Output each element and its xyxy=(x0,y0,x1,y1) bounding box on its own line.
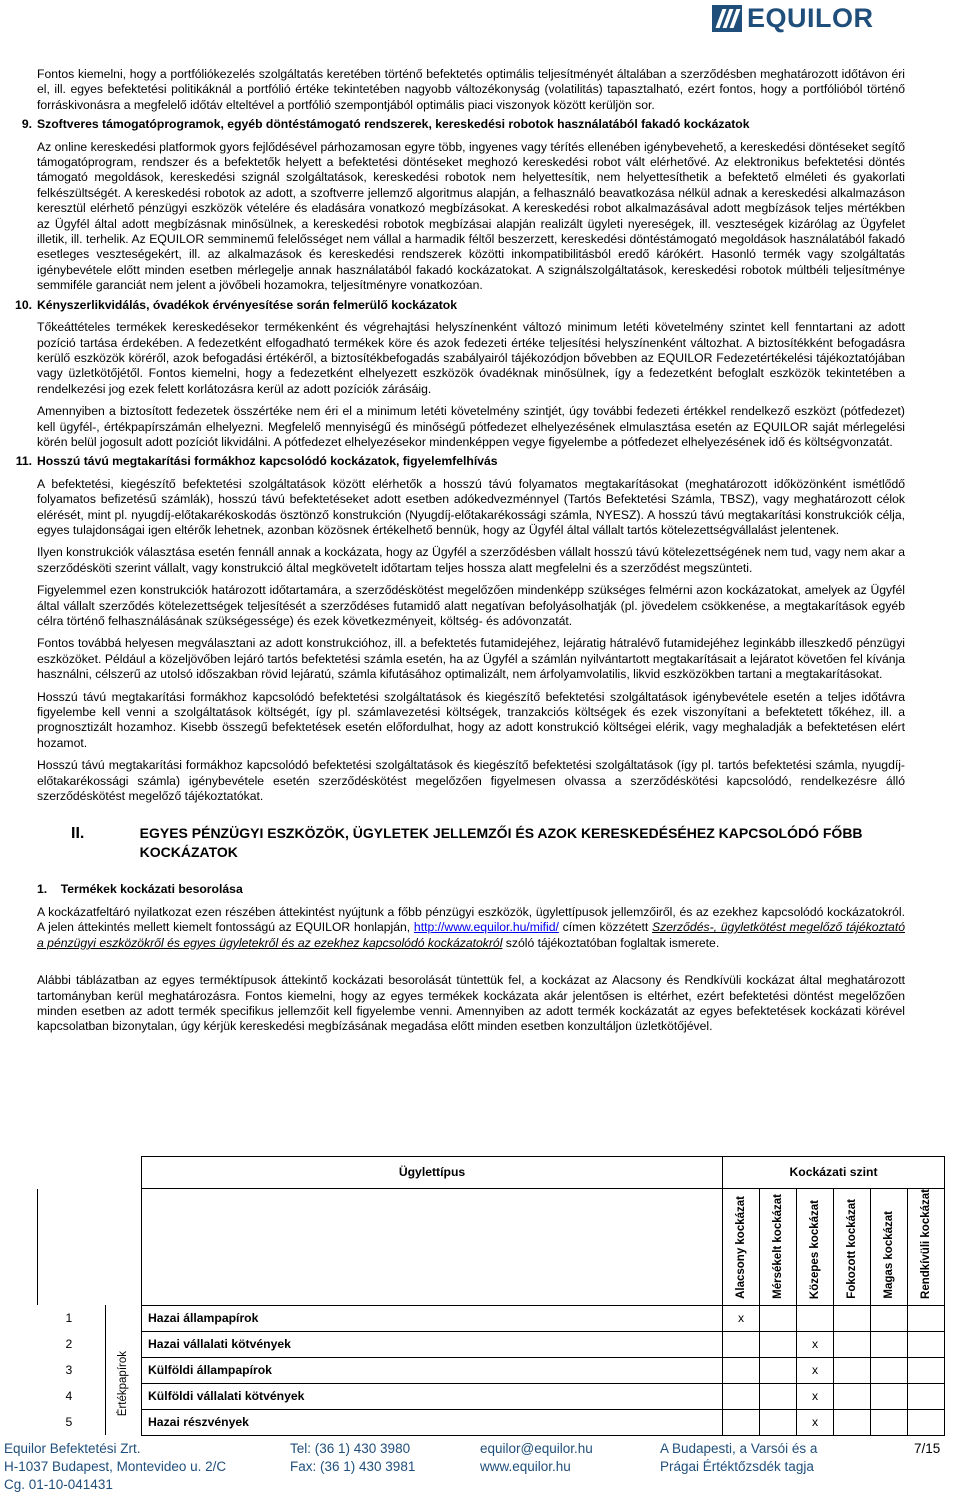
section-number: 11. xyxy=(15,454,32,469)
section-paragraph: Hosszú távú megtakarítási formákhoz kapcsolódó befektetési szolgáltatások és kiegészítő befektetési szolgáltatások (így pl. tartós befektetési számla, nyugdíj-előtakarékossági számla) igénybevétele esetén szerződéskötést megelőzően figyelmesen olvassa a szerződéskötési kapcsolódó, rendelkezésre álló szerződéskötést megelőző tájékoztatókat. xyxy=(37,758,905,804)
product-name: Hazai állampapírok xyxy=(142,1305,723,1331)
footer-fax: Fax: (36 1) 430 3981 xyxy=(290,1459,416,1474)
risk-cell xyxy=(723,1357,760,1383)
footer-email[interactable]: equilor@equilor.hu xyxy=(480,1441,593,1456)
risk-cell: x xyxy=(797,1409,834,1435)
footer-membership: A Budapesti, a Varsói és a xyxy=(660,1441,818,1456)
part-number: II. xyxy=(71,825,85,843)
product-name: Hazai részvények xyxy=(142,1409,723,1435)
risk-cell xyxy=(797,1305,834,1331)
risk-level-label: Magas kockázat xyxy=(882,1211,895,1299)
section-paragraph: Fontos továbbá helyesen megválasztani az adott konstrukcióhoz, ill. a befektetés futamidejéhez, lejáratig hátralévő futamidejéhez leginkább illeszkedő pénzügyi eszközöket. Például a közeljövőben lejáró tartós befektetési számla esetén, ha az Ügyfél a számlán nyilvántartott megtakarításait a lejáratot követően fel kívánja használni, célszerű az utolsó időszakban rövid lejáratú, számla kifutásához optimalizált, nem árfolyamvolatilis, likvid eszközökben tartani a megtakarításokat. xyxy=(37,636,905,682)
section-number: 10. xyxy=(15,297,32,312)
risk-cell xyxy=(908,1357,945,1383)
risk-cell xyxy=(871,1383,908,1409)
row-number: 2 xyxy=(38,1331,106,1357)
subsection-paragraph: Alábbi táblázatban az egyes terméktípusok áttekintő kockázati besorolását tüntettük fel, a kockázat az Alacsony és Rendkívüli kockázat által meghatározott tartományban kerül meghatározásra. Fontos kiemelni, hogy az egyes termékek kockázata akár jelentősen is eltérhet, ezért befektetési döntést megelőzően minden esetben az adott termék specifikus jellemzőit kell figyelembe venni. Amennyiben az adott termék kockázatát az egyes befektetések kockázati körével kapcsolatban bizonytalan, úgy kérjük kereskedési megbízásának megadása előtt minden esetben konzultáljon üzletkötőjével. xyxy=(37,973,905,1034)
risk-level-label: Közepes kockázat xyxy=(808,1199,821,1299)
table-row xyxy=(38,1383,945,1409)
risk-cell xyxy=(760,1357,797,1383)
risk-level-label: Rendkívüli kockázat xyxy=(919,1189,932,1299)
section-paragraph: Figyelemmel ezen konstrukciók határozott időtartamára, a szerződéskötést megelőzően mindenképp szükséges felmérni azon kockázatokat, amelyek az Ügyfél által vállalt szerződés kötelezettségek teljesítését a szerződéses futamidő alatt negatívan befolyásolhatják (pl. jövedelem csökkenése, a megtakarítások egyéb célra történő felhasználásának szükségessége) és ezek következményeit, költség- és adóvonzatát. xyxy=(37,583,905,628)
risk-table xyxy=(37,1156,945,1436)
risk-cell xyxy=(834,1409,871,1435)
footer-address: H-1037 Budapest, Montevideo u. 2/C xyxy=(4,1459,227,1474)
section-paragraph: Hosszú távú megtakarítási formákhoz kapcsolódó befektetési szolgáltatások és kiegészítő befektetési szolgáltatások igénybevétele esetén a teljes időtávra figyelembe kell venni a szolgáltatások költségét, így pl. számlavezetési költségek, tranzakciós költségek és ezek viszonyítani a befektetett tőkéhez, ill. a prognosztizált hozamhoz. Kisebb összegű befektetések esetén előfordulhat, hogy az adott konstrukció költségei elérik, vagy meghaladják a befektetésen elért hozamot. xyxy=(37,689,905,750)
section-paragraph: A befektetési, kiegészítő befektetési szolgáltatások között elérhetők a hosszú távú folyamatos megtakarításokat (meghatározott időközönként ismétlődő folyamatos befizetésű számlák), hosszú távú befektetéseket adott esetben adókedvezménnyel (Tartós Befektetési Számla, TBSZ), vagy meghatározott célok elérését, mint pl. nyugdíj-előtakarékoskodás ösztönző konstrukción (Nyugdíj-előtakarékossági számla, NYESZ). A hosszú távú megtakarítási konstrukciók célja, egyes tulajdonságai igen eltérők lehetnek, azonban közösnek értékelhető bennük, hogy az Ügyfél által vállalt tartós kötelezettségvállalást jelentenek. xyxy=(37,476,905,537)
risk-level-header xyxy=(834,1189,871,1306)
section-paragraph: Ilyen konstrukciók választása esetén fennáll annak a kockázata, hogy az Ügyfél a szerződésben vállalt hosszú távú kötelezettségének nem tud, vagy nem akar a szerződésköti szerint vállalt, vagy konstrukció által megkövetelt időtartam teljes hossza alatt megfelelni és a szerződést megszünteti. xyxy=(37,545,905,575)
section-paragraph: Amennyiben a biztosított fedezetek összértéke nem éri el a minimum letéti követelmény szintjét, úgy további fedezeti értékkel rendelkező eszközt (pótfedezet) kell ügyfél-, értékpapírszámán elhelyezni. Megfelelő mennyiségű és minőségű pótfedezet elhelyezésének elmulasztása esetén az EQUILOR saját mérlegelési körén belül jogosult adott pozíciót likvidálni. A pótfedezet elhelyezésekor mindenképpen vegye figyelembe a pótfedezet elhelyezésének idő és költségvonzatát. xyxy=(37,404,905,449)
document-body xyxy=(15,67,905,1035)
risk-cell xyxy=(723,1331,760,1357)
risk-cell xyxy=(871,1331,908,1357)
footer-registration: Cg. 01-10-041431 xyxy=(4,1477,113,1492)
risk-cell xyxy=(908,1409,945,1435)
section-title: Kényszerlikvidálás, óvadékok érvényesítése során felmerülő kockázatok xyxy=(37,297,458,312)
group-label: Értékpapírok xyxy=(117,1350,129,1417)
risk-cell xyxy=(908,1383,945,1409)
risk-cell xyxy=(871,1305,908,1331)
risk-cell xyxy=(760,1331,797,1357)
subsection-title: 1. Termékek kockázati besorolása xyxy=(37,882,243,897)
table-row xyxy=(38,1357,945,1383)
footer-membership: Prágai Értéktőzsdék tagja xyxy=(660,1459,814,1474)
section-paragraph: Az online kereskedési platformok gyors fejlődésével párhozamosan egyre több, ingyenes vagy térítés ellenében igénybevehető, a kereskedési döntéseket segítő támogatóprogram, rendszer és a befektetők helyett a befektetési döntéseket meghozó kereskedési robot vált elérhetővé. Az elektronikus befektetési döntés támogató megoldások, kereskedési szignál szolgáltatások, kereskedési robotok nem helyettesítik, nem helyettesíthetik a befektető elméleti és gyakorlati felkészültségét. A kereskedési robotok az adott, a szoftverre jellemző algoritmus alapján, a felhasználó beavatkozása nélkül adnak a kereskedési alkalmazáson keresztül elérhető pénzügyi eszközök vételére és eladására vonatkozó megbízásokat. A kereskedési robot alkalmazásával adott megbízások teljes mértékben az Ügyfél által adott megbízásnak minősülnek, a kereskedési robotok megbízásai alapján realizált ügyleti nyereségek, ill. veszteségek kizárólag az Ügyfelet illetik, ill. terhelik. Az EQUILOR semminemű felelősséget nem vállal a harmadik féltől beszerzett, kereskedési döntéstámogató megoldások használatából fakadó esetleges veszteségekért, ill. az alkalmazások és kereskedési rendszerek közötti inkompatibilitásból eredő kárókért. Hasonló termék vagy szolgáltatás igénybevétele előtt minden esetben mérlegelje annak használatából fakadó kockázatokat. A szignálszolgáltatások, kereskedési robotok múltbéli teljesítménye semmiféle garanciát nem jelent a jövőbeli hozamokra, teljesítményre vonatkozóan. xyxy=(37,139,905,293)
risk-level-header xyxy=(797,1189,834,1306)
row-number: 4 xyxy=(38,1383,106,1409)
risk-header: Kockázati szint xyxy=(723,1157,945,1189)
equilor-logo xyxy=(712,3,874,33)
footer-company: Equilor Befektetési Zrt. xyxy=(4,1441,141,1456)
footer-tel: Tel: (36 1) 430 3980 xyxy=(290,1441,411,1456)
risk-level-header xyxy=(723,1189,760,1306)
type-header: Ügylettípus xyxy=(142,1157,723,1189)
row-number: 3 xyxy=(38,1357,106,1383)
risk-cell xyxy=(760,1305,797,1331)
risk-cell xyxy=(908,1331,945,1357)
row-number: 5 xyxy=(38,1409,106,1435)
product-name: Külföldi vállalati kötvények xyxy=(142,1383,723,1409)
section-11 xyxy=(15,454,905,804)
risk-cell xyxy=(834,1383,871,1409)
risk-cell xyxy=(834,1331,871,1357)
risk-level-header xyxy=(871,1189,908,1306)
risk-level-label: Mérsékelt kockázat xyxy=(771,1194,784,1299)
mifid-link[interactable]: http://www.equilor.hu/mifid/ xyxy=(413,920,559,935)
risk-cell xyxy=(871,1357,908,1383)
logo-text: EQUILOR xyxy=(747,3,874,33)
risk-level-label: Alacsony kockázat xyxy=(734,1196,747,1299)
intro-paragraph: Fontos kiemelni, hogy a portfóliókezelés szolgáltatás keretében történő befektetés optimális teljesítményét általában a szerződésben meghatározott időtávon éri el, ill. egyes befektetési politikáknál a portfólió értéke tekintetében nagyobb változékonyság (volatilitás) tapasztalható, ezért fontos, hogy a portfólióból történő forráskivonásra a megfelelő időtáv elteltével a portfólió szempontjából optimális piaci viszonyok között kerüljön sor. xyxy=(37,67,905,112)
risk-cell xyxy=(760,1409,797,1435)
table-row xyxy=(38,1409,945,1435)
risk-cell: x xyxy=(797,1383,834,1409)
risk-cell xyxy=(760,1383,797,1409)
product-name: Külföldi állampapírok xyxy=(142,1357,723,1383)
risk-level-header xyxy=(760,1189,797,1306)
row-number: 1 xyxy=(38,1305,106,1331)
subsection-paragraph: A kockázatfeltáró nyilatkozat ezen részében áttekintést nyújtunk a főbb pénzügyi eszközök, ügylettípusok jellemzőiről, és az ezekhez kapcsolódó kockázatokról. A jelen áttekintés mellett kiemelt fontosságú az EQUILOR honlapján, http://www.equilor.hu/mifid/ címen közzétett Szerződés-, ügyletkötést megelőző tájékoztató a pénzügyi eszközökről és egyes ügyletekről és az ezekhez kapcsolódó kockázatokról szóló tájékoztatóban foglaltak ismerete. xyxy=(37,904,905,950)
risk-cell: x xyxy=(723,1305,760,1331)
referenced-document-title: Szerződés-, ügyletkötést megelőző tájékoztató a pénzügyi eszközökről és egyes ügyletekről és az ezekhez kapcsolódó kockázatokról xyxy=(37,920,905,950)
risk-cell: x xyxy=(797,1357,834,1383)
risk-level-header xyxy=(908,1189,945,1306)
section-title: Szoftveres támogatóprogramok, egyéb döntéstámogató rendszerek, kereskedési robotok használatából fakadó kockázatok xyxy=(37,117,750,132)
section-9 xyxy=(21,117,905,293)
section-number: 9. xyxy=(21,117,32,132)
table-row xyxy=(38,1331,945,1357)
risk-cell xyxy=(871,1409,908,1435)
footer-web[interactable]: www.equilor.hu xyxy=(480,1459,571,1474)
risk-cell xyxy=(908,1305,945,1331)
risk-cell xyxy=(834,1305,871,1331)
part-title: EGYES PÉNZÜGYI ESZKÖZÖK, ÜGYLETEK JELLEMZŐI ÉS AZOK KERESKEDÉSÉHEZ KAPCSOLÓDÓ FŐBB KOCKÁZATOK xyxy=(139,825,863,861)
section-paragraph: Tőkeáttételes termékek kereskedésekor termékenként és végrehajtási helyszínenként változó minimum letéti követelmény szintet kell fenntartani az adott pozíció tartása érdekében. A fedezetként elfogadható termékek köre és azok fedezeti értéke teljesítési helyszínenként változhat. A biztosítékként befogadásra kerülő eszközök köréről, azok befogadási értékéről, a biztosítékbefogadás szabályairól tájékozódjon bővebben az EQUILOR Fedezetértékelési tájékoztatójában vagy üzletkötőjétől. Fontos kiemelni, hogy a fedezetként elhelyezett eszközök óvadéknak minősülnek, így a fedezetként befoglalt eszközök tekintetében a rendelkezési jog ezek felett korlátozásra kerül az adott pozíciók zárásáig. xyxy=(37,320,905,396)
section-10 xyxy=(15,297,905,451)
risk-cell xyxy=(723,1383,760,1409)
page-number: 7/15 xyxy=(914,1441,941,1456)
risk-cell xyxy=(723,1409,760,1435)
risk-level-label: Fokozott kockázat xyxy=(845,1199,858,1299)
table-row xyxy=(38,1305,945,1331)
risk-cell: x xyxy=(797,1331,834,1357)
equilor-logo-icon xyxy=(712,5,742,32)
table-header-row xyxy=(38,1157,945,1189)
product-name: Hazai vállalati kötvények xyxy=(142,1331,723,1357)
risk-level-row xyxy=(38,1189,945,1306)
section-title: Hosszú távú megtakarítási formákhoz kapcsolódó kockázatok, figyelemfelhívás xyxy=(37,454,498,469)
part-heading xyxy=(71,824,905,862)
risk-cell xyxy=(834,1357,871,1383)
group-cell xyxy=(106,1331,142,1435)
